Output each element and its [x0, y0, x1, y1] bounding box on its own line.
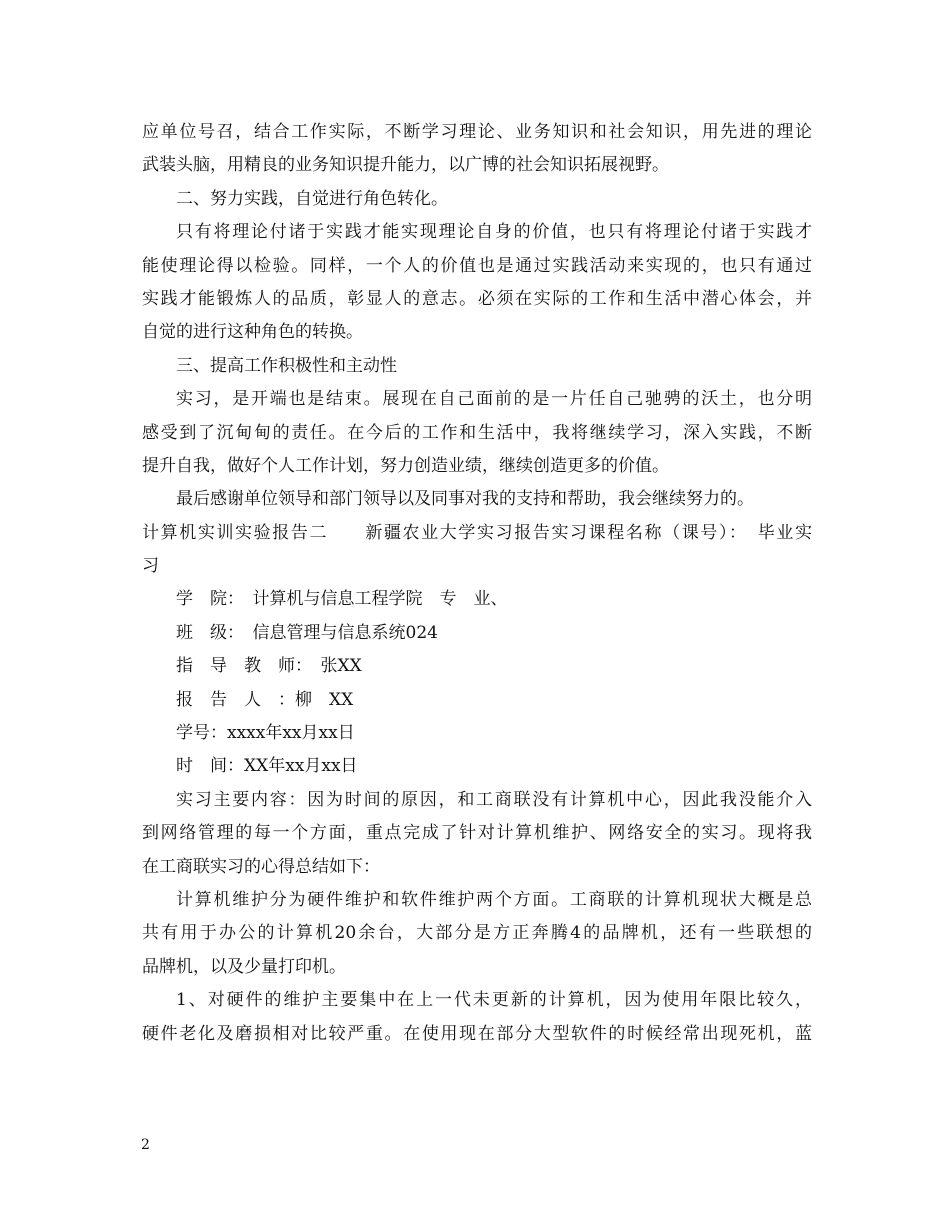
text-line: 三、提高工作积极性和主动性 — [176, 355, 397, 376]
text-line: 感受到了沉甸甸的责任。在今后的工作和生活中，我将继续学习，深入实践，不断 — [142, 422, 812, 443]
text-line: 计算机维护分为硬件维护和软件维护两个方面。工商联的计算机现状大概是总 — [176, 889, 812, 910]
text-line: 品牌机，以及少量打印机。 — [142, 956, 346, 977]
text-line: 应单位号召，结合工作实际，不断学习理论、业务知识和社会知识，用先进的理论 — [142, 122, 812, 142]
text-line: 指 导 教 师： 张XX — [176, 656, 362, 677]
body-text — [142, 116, 812, 1051]
page-number: 2 — [141, 1137, 150, 1153]
text-line: 二、努力实践，自觉进行角色转化。 — [176, 188, 448, 209]
text-line: 学号：xxxx年xx月xx日 — [176, 723, 355, 744]
text-line: 学 院： 计算机与信息工程学院 专 业、 — [176, 589, 508, 610]
text-line: 自觉的进行这种角色的转换。 — [142, 322, 363, 343]
text-line: 在工商联实习的心得总结如下： — [142, 856, 380, 877]
text-line: 实践才能锻炼人的品质，彰显人的意志。必须在实际的工作和生活中潜心体会，并 — [142, 288, 812, 309]
text-line: 提升自我，做好个人工作计划，努力创造业绩，继续创造更多的价值。 — [142, 455, 669, 476]
text-line: 班 级： 信息管理与信息系统024 — [176, 622, 438, 643]
text-line: 实习，是开端也是结束。展现在自己面前的是一片任自己驰骋的沃土，也分明 — [176, 389, 812, 410]
text-line: 共有用于办公的计算机20余台，大部分是方正奔腾4的品牌机，还有一些联想的 — [142, 923, 812, 944]
text-line: 硬件老化及磨损相对比较严重。在使用现在部分大型软件的时候经常出现死机，蓝 — [142, 1023, 812, 1044]
text-line: 实习主要内容：因为时间的原因，和工商联没有计算机中心，因此我没能介入 — [176, 789, 812, 810]
text-line: 武装头脑，用精良的业务知识提升能力，以广博的社会知识拓展视野。 — [142, 155, 669, 176]
text-line: 只有将理论付诸于实践才能实现理论自身的价值，也只有将理论付诸于实践才 — [176, 222, 812, 243]
text-line: 习 — [142, 556, 159, 577]
text-line: 时 间：XX年xx月xx日 — [176, 756, 358, 777]
text-line: 到网络管理的每一个方面，重点完成了针对计算机维护、网络安全的实习。现将我 — [142, 823, 812, 844]
text-line: 报 告 人 ：柳 XX — [176, 689, 354, 710]
text-line: 能使理论得以检验。同样，一个人的价值也是通过实践活动来实现的，也只有通过 — [142, 255, 812, 276]
text-line: 1、对硬件的维护主要集中在上一代未更新的计算机，因为使用年限比较久， — [176, 990, 812, 1011]
text-line: 最后感谢单位领导和部门领导以及同事对我的支持和帮助，我会继续努力的。 — [176, 489, 754, 510]
text-line: 计算机实训实验报告二 新疆农业大学实习报告实习课程名称（课号）： 毕业实 — [142, 522, 812, 543]
